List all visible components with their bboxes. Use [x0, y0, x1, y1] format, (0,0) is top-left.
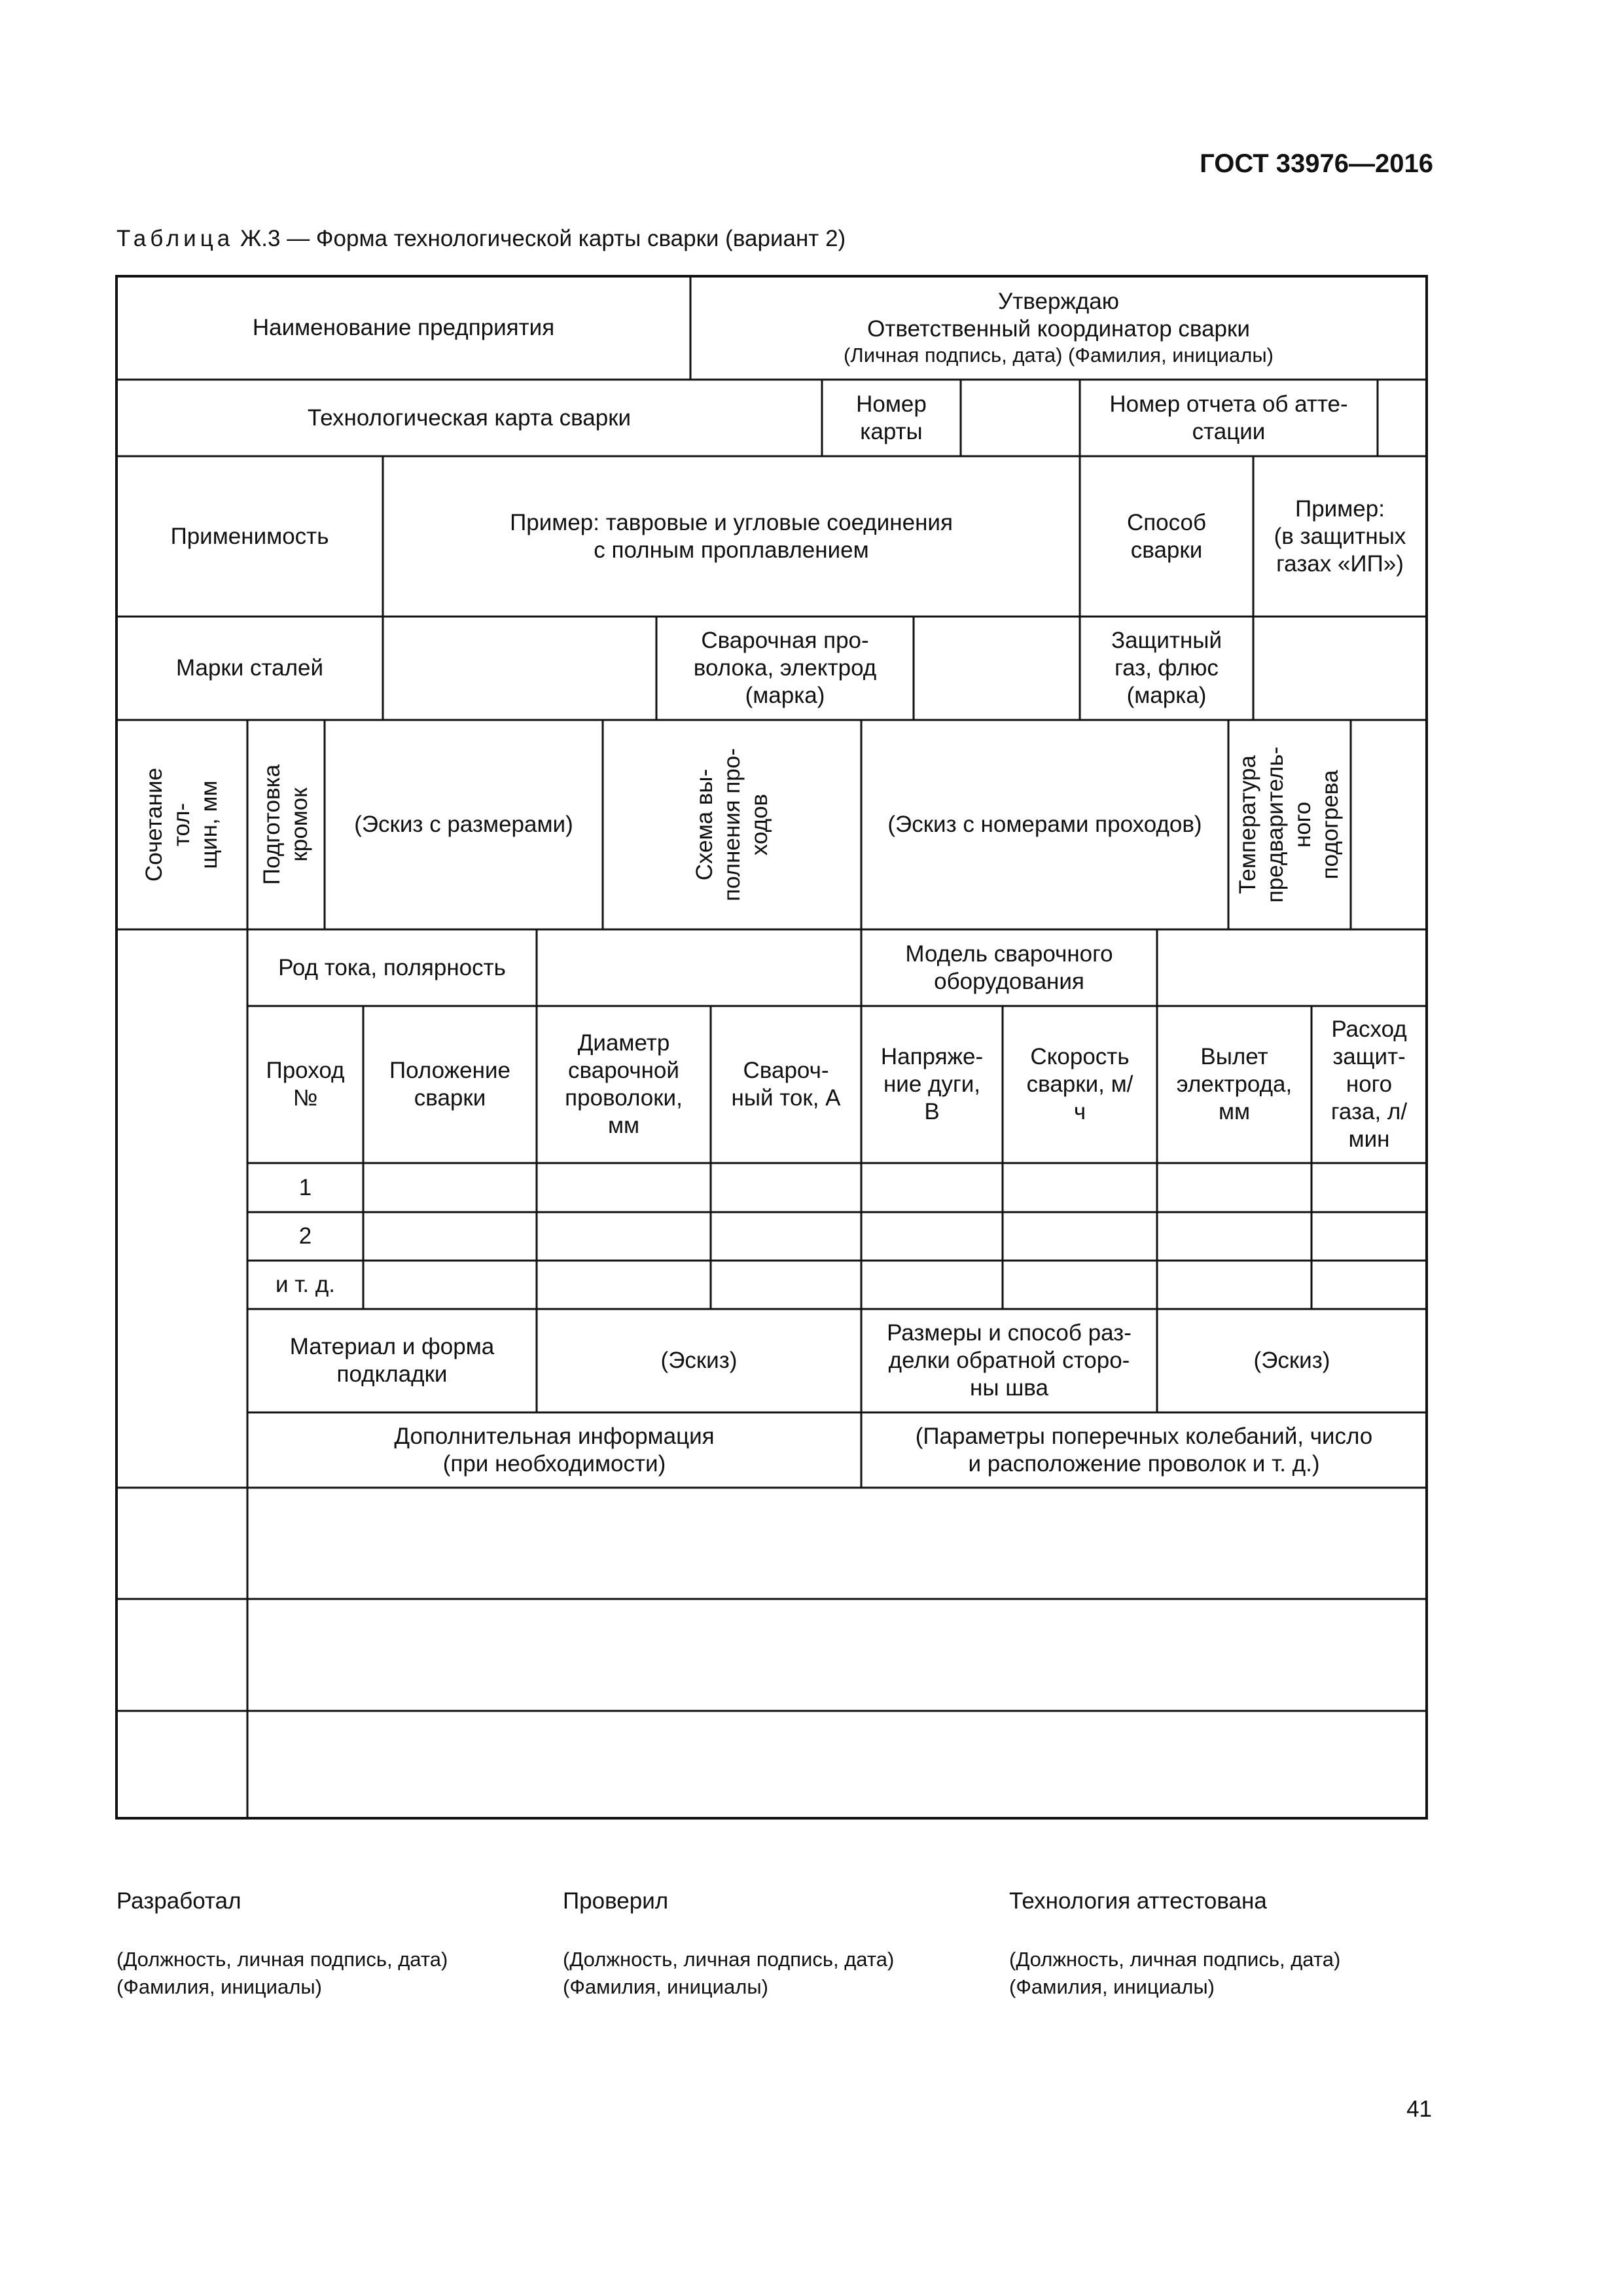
col-welding-position: Положение сварки: [389, 1058, 510, 1111]
sketch-dimensions: (Эскиз с размерами): [354, 812, 573, 837]
backing-sketch: (Эскиз): [660, 1348, 738, 1373]
preheat-temperature-field[interactable]: [1351, 720, 1427, 929]
report-number-label: Номер отчета об атте-стации: [1109, 391, 1348, 444]
shielding-gas-field[interactable]: [1253, 617, 1427, 720]
current-polarity-label: Род тока, полярность: [278, 954, 506, 980]
backing-material-label: Материал и форма подкладки: [289, 1334, 495, 1387]
col-gas-flow: Расход защит-ного газа, л/мин: [1330, 1016, 1408, 1152]
card-number-field[interactable]: [961, 380, 1080, 456]
method-example-line2: (в защитных: [1274, 523, 1406, 549]
oscillation-params-line1: (Параметры поперечных колебаний, число: [915, 1423, 1373, 1449]
col-electrode-stickout: Вылет электрода, мм: [1176, 1044, 1293, 1124]
enterprise-name-label: Наименование предприятия: [252, 315, 555, 340]
certified-label: Технология аттестована: [1009, 1888, 1267, 1914]
approve-coordinator: Ответственный координатор сварки: [867, 316, 1250, 342]
certified-signature-hint: (Должность, личная подпись, дата) (Фамилия, инициалы): [1009, 1948, 1341, 1998]
standard-number: ГОСТ 33976—2016: [1200, 149, 1433, 178]
welding-method-label: Способ сварки: [1126, 509, 1207, 563]
checked-by-label: Проверил: [563, 1888, 669, 1914]
steel-grades-field[interactable]: [383, 617, 656, 720]
table-row-pass: и т. д.: [275, 1272, 336, 1297]
applicability-label: Применимость: [170, 523, 329, 549]
applicability-example-line2: с полным проплавлением: [594, 537, 869, 563]
approval-block: [690, 276, 1427, 380]
col-welding-speed: Скорость сварки, м/ч: [1026, 1044, 1133, 1124]
current-polarity-field[interactable]: [537, 929, 861, 1006]
additional-info-line1: Дополнительная информация: [394, 1423, 715, 1449]
method-example-line3: газах «ИП»): [1276, 550, 1404, 577]
shielding-gas-label: Защитный газ, флюс (марка): [1111, 628, 1222, 708]
preheat-temperature-label: Температура предваритель- ного подогрева: [1235, 746, 1344, 903]
edge-preparation-label: Подготовка кромок: [259, 764, 312, 886]
table-row-pass: 1: [298, 1174, 312, 1200]
welding-wire-field[interactable]: [914, 617, 1080, 720]
applicability-example: [383, 456, 1080, 617]
equipment-model-field[interactable]: [1157, 929, 1427, 1006]
col-wire-diameter: Диаметр сварочной проволоки, мм: [565, 1030, 683, 1138]
col-welding-current: Свароч-ный ток, А: [731, 1058, 841, 1111]
approve-label: Утверждаю: [998, 289, 1119, 315]
caption-text: Ж.3 — Форма технологической карты сварки (вариант 2): [234, 226, 846, 251]
col-arc-voltage: Напряже-ние дуги, В: [880, 1044, 984, 1124]
card-number-label: Номер карты: [856, 391, 927, 444]
col-pass-number: Проход №: [266, 1058, 345, 1111]
oscillation-params-line2: и расположение проволок и т. д.): [968, 1450, 1320, 1477]
equipment-model-label: Модель сварочного оборудования: [905, 941, 1113, 994]
additional-info-line2: (при необходимости): [442, 1450, 666, 1477]
developed-signature-hint: (Должность, личная подпись, дата) (Фамилия, инициалы): [116, 1948, 448, 1998]
approve-signature-hint: (Личная подпись, дата) (Фамилия, инициалы): [844, 344, 1274, 367]
checked-signature-hint: (Должность, личная подпись, дата) (Фамилия, инициалы): [563, 1948, 895, 1998]
table-row-pass: 2: [298, 1223, 312, 1249]
steel-grades-label: Марки сталей: [175, 655, 324, 681]
backgouge-label: Размеры и способ раз-делки обратной сторо-ны шва: [887, 1320, 1132, 1401]
oscillation-params-hint: [861, 1412, 1427, 1488]
thickness-combination-label: Сочетание тол- щин, мм: [141, 768, 222, 882]
backgouge-sketch: (Эскиз): [1253, 1348, 1330, 1373]
page-number: 41: [1406, 2096, 1432, 2122]
caption-prefix: Таблица: [116, 226, 234, 251]
sketch-pass-numbers: (Эскиз с номерами проходов): [887, 812, 1202, 837]
developed-by-label: Разработал: [116, 1888, 241, 1914]
tech-card-label: Технологическая карта сварки: [307, 404, 632, 431]
pass-scheme-label: Схема вы- полнения про- ходов: [691, 748, 772, 901]
applicability-example-line1: Пример: тавровые и угловые соединения: [510, 509, 953, 535]
method-example-line1: Пример:: [1295, 495, 1385, 522]
welding-method-example: [1253, 456, 1427, 617]
welding-wire-label: Сварочная про-волока, электрод (марка): [693, 628, 877, 708]
additional-info-label: [247, 1412, 861, 1488]
report-number-field[interactable]: [1378, 380, 1427, 456]
